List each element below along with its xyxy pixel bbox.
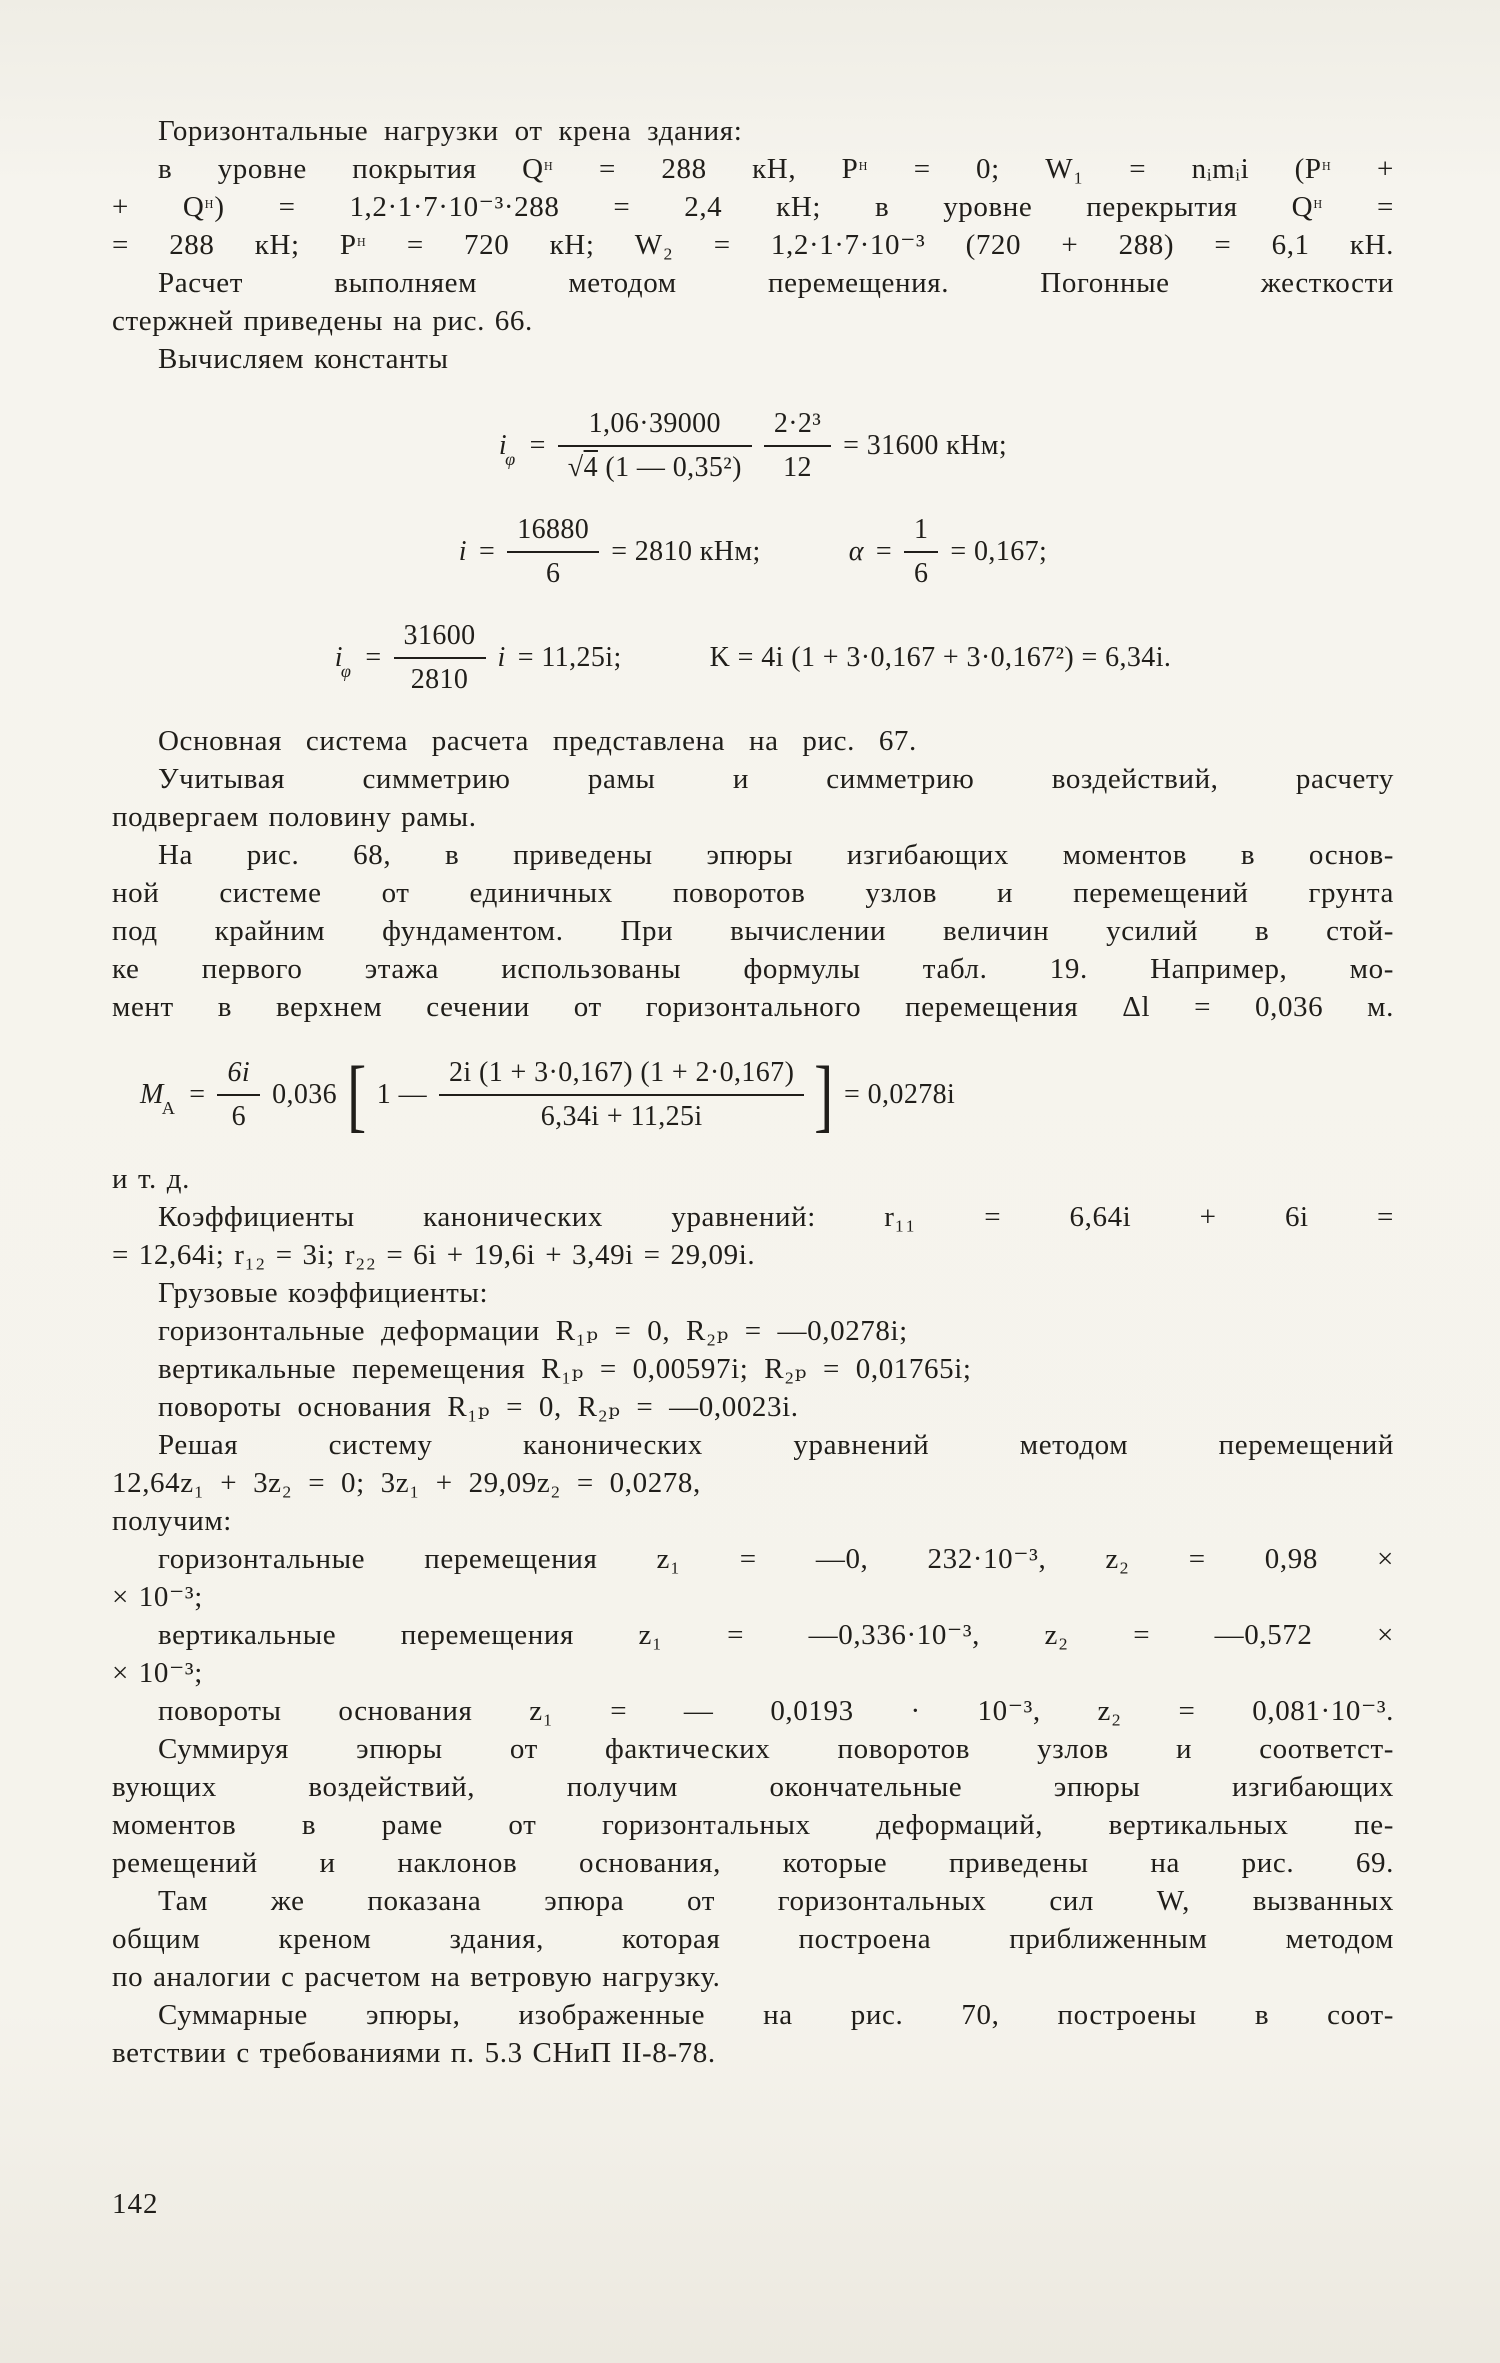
text-line: подвергаем половину рамы. — [112, 801, 477, 833]
text-line: ной системе от единичных поворотов узлов и перемещений грунта — [112, 877, 1394, 909]
text-line: Суммарные эпюры, изображенные на рис. 70, построены в соот- — [158, 1998, 1394, 2031]
coefficient: 0,036 — [272, 1078, 338, 1110]
numerator: 1 — [914, 514, 929, 545]
text-line: Горизонтальные нагрузки от крена здания: — [158, 115, 743, 147]
variable-i: i — [498, 430, 508, 461]
text-line: Расчет выполняем методом перемещения. Погонные жесткости — [158, 267, 1394, 299]
equals-sign: = — [529, 430, 546, 461]
text-line: мент в верхнем сечении от горизонтального перемещения Δl = 0,036 м. — [112, 991, 1394, 1023]
text-line: 12,64z₁ + 3z₂ = 0; 3z₁ + 29,09z₂ = 0,0278, — [112, 1466, 701, 1499]
text-line: Суммируя эпюры от фактических поворотов узлов и соответст- — [158, 1732, 1394, 1765]
formula-i-phi — [112, 408, 1394, 484]
formula-k-equation: K = 4i (1 + 3·0,167 + 3·0,167²) = 6,34i. — [709, 642, 1172, 673]
numerator: 16880 — [517, 514, 590, 545]
text-line: = 288 кН; Pᵸ = 720 кН; W₂ = 1,2·1·7·10⁻³ (720 + 288) = 6,1 кН. — [112, 229, 1394, 261]
denominator: 12 — [764, 445, 831, 484]
numerator: 6i — [227, 1056, 251, 1088]
page-number: 142 — [112, 2187, 159, 2220]
denominator: 2810 — [394, 657, 486, 696]
text-line: Решая систему канонических уравнений методом перемещений — [158, 1428, 1394, 1461]
text-line: Там же показана эпюра от горизонтальных сил W, вызванных — [158, 1884, 1394, 1917]
denominator: 6 — [507, 551, 599, 590]
text-line: повороты основания z₁ = — 0,0193 · 10⁻³, z₂ = 0,081·10⁻³. — [158, 1694, 1394, 1727]
paragraph-block-top — [112, 112, 1394, 378]
fraction — [904, 514, 938, 590]
denominator: 6 — [217, 1094, 260, 1133]
text-line: повороты основания R₁ₚ = 0, R₂ₚ = —0,0023i. — [158, 1390, 799, 1423]
text-line: = 12,64i; r₁₂ = 3i; r₂₂ = 6i + 19,6i + 3,49i = 29,09i. — [112, 1238, 756, 1271]
text-line: под крайним фундаментом. При вычислении величин усилий в стой- — [112, 915, 1394, 947]
text-line: ремещений и наклонов основания, которые приведены на рис. 69. — [112, 1846, 1394, 1879]
numerator: 1,06·39000 — [588, 408, 721, 439]
text-line: в уровне покрытия Qᵸ = 288 кН, Pᵸ = 0; W₁ = nᵢmᵢi (Pᵸ + — [158, 153, 1394, 185]
text-line: × 10⁻³; — [112, 1580, 203, 1613]
text-line: Коэффициенты канонических уравнений: r₁₁ = 6,64i + 6i = — [158, 1200, 1394, 1233]
formula-result: = 0,167; — [950, 536, 1048, 567]
paragraph-block-middle — [112, 722, 1394, 1026]
text-line: + Qᵸ) = 1,2·1·7·10⁻³·288 = 2,4 кН; в уровне перекрытия Qᵸ = — [112, 191, 1394, 223]
moment-formula-block — [112, 1049, 1394, 1140]
radical-sign: √ — [567, 452, 584, 483]
variable-i: i — [334, 642, 343, 673]
text-line: × 10⁻³; — [112, 1656, 203, 1689]
text-line: горизонтальные перемещения z₁ = —0, 232·10⁻³, z₂ = 0,98 × — [158, 1542, 1394, 1575]
text-line: общим креном здания, которая построена приближенным методом — [112, 1922, 1394, 1955]
subscript-phi: φ — [505, 449, 516, 470]
fraction — [558, 408, 752, 484]
fraction — [394, 620, 486, 696]
text-line: вующих воздействий, получим окончательные эпюры изгибающих — [112, 1770, 1394, 1803]
formula-lhs — [334, 642, 354, 682]
numerator: 2·2³ — [773, 408, 822, 439]
variable-m: M — [140, 1078, 164, 1110]
one-minus-term: 1 — — [376, 1078, 427, 1110]
text-line: и т. д. — [112, 1162, 190, 1195]
fraction — [439, 1057, 804, 1133]
text-line: моментов в раме от горизонтальных деформаций, вертикальных пе- — [112, 1808, 1394, 1841]
formula-moment — [112, 1049, 1394, 1140]
formula-result: = 2810 кНм; — [611, 536, 761, 567]
fraction — [764, 408, 831, 484]
formula-i-phi-and-k — [112, 620, 1394, 696]
equals-sign: = — [875, 536, 893, 567]
formula-result: = 0,0278i — [844, 1078, 956, 1110]
equals-sign: = — [189, 1078, 206, 1110]
paragraph-block-bottom — [112, 1160, 1394, 2072]
formula-i-and-alpha — [112, 514, 1394, 590]
fraction — [217, 1057, 260, 1133]
text-line: Учитывая симметрию рамы и симметрию воздействий, расчету — [158, 763, 1394, 795]
text-line: вертикальные перемещения z₁ = —0,336·10⁻³, z₂ = —0,572 × — [158, 1618, 1394, 1651]
formula-result: = 11,25i; — [517, 642, 622, 673]
text-line: вертикальные перемещения R₁ₚ = 0,00597i; R₂ₚ = 0,01765i; — [158, 1352, 972, 1385]
big-bracket-open: [ — [347, 1049, 367, 1140]
variable-i: i — [497, 642, 506, 673]
text-line: На рис. 68, в приведены эпюры изгибающих моментов в основ- — [158, 839, 1394, 871]
numerator: 2i (1 + 3·0,167) (1 + 2·0,167) — [449, 1056, 795, 1088]
denominator: 6,34i + 11,25i — [439, 1094, 804, 1133]
text-line: Вычисляем константы — [158, 343, 449, 375]
subscript-a: А — [161, 1098, 176, 1119]
text-line: стержней приведены на рис. 66. — [112, 305, 533, 337]
text-line: получим: — [112, 1504, 232, 1537]
equals-sign: = — [478, 536, 496, 567]
denominator-rest: (1 — 0,35²) — [597, 452, 742, 483]
denominator: 6 — [904, 551, 938, 590]
text-line: ветствии с требованиями п. 5.3 СНиП II-8-78. — [112, 2036, 716, 2069]
text-line: по аналогии с расчетом на ветровую нагрузку. — [112, 1960, 721, 1993]
formula-lhs — [498, 430, 518, 470]
formula-lhs — [140, 1078, 177, 1119]
text-line: Основная система расчета представлена на рис. 67. — [158, 725, 917, 757]
subscript-phi: φ — [340, 661, 352, 682]
text-line: ке первого этажа использованы формулы табл. 19. Например, мо- — [112, 953, 1394, 985]
text-line: горизонтальные деформации R₁ₚ = 0, R₂ₚ = —0,0278i; — [158, 1314, 908, 1347]
fraction — [507, 514, 599, 590]
constants-formula-block — [112, 408, 1394, 696]
formula-result: = 31600 кНм; — [843, 430, 1008, 461]
variable-i: i — [458, 536, 467, 567]
denominator — [558, 445, 752, 484]
variable-alpha: α — [848, 536, 864, 567]
text-line: Грузовые коэффициенты: — [158, 1276, 489, 1309]
radicand: 4 — [583, 452, 598, 483]
equals-sign: = — [365, 642, 382, 673]
big-bracket-close: ] — [814, 1049, 834, 1140]
numerator: 31600 — [403, 620, 476, 651]
